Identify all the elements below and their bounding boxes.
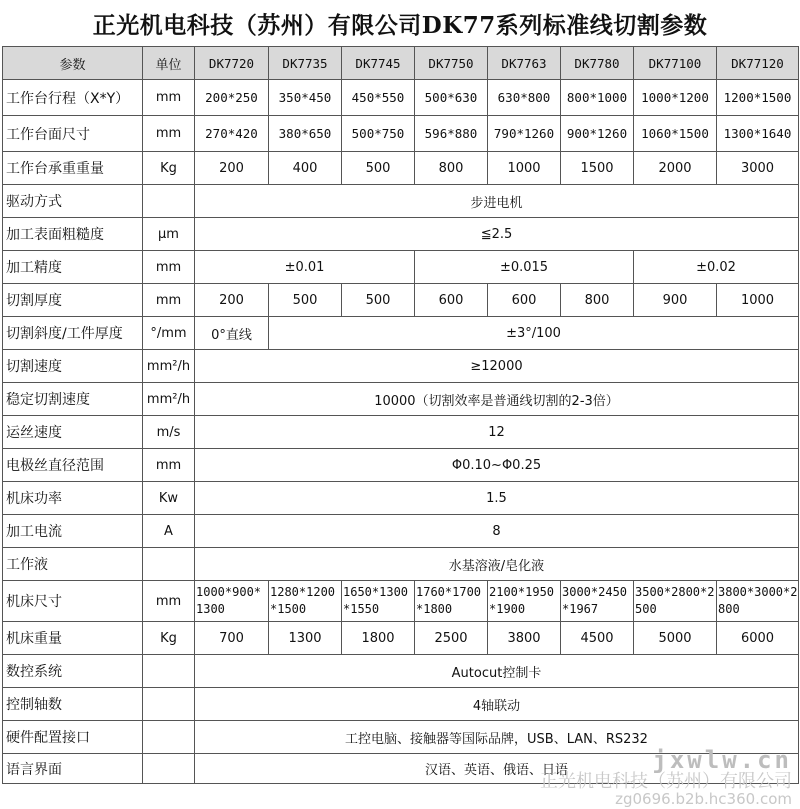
value-cell: 596*880: [415, 116, 488, 152]
unit-cell: mm: [143, 80, 195, 116]
value-cell: 200*250: [195, 80, 269, 116]
value-cell: 4500: [561, 622, 634, 655]
header-row: [3, 47, 799, 80]
value-cell: 3500*2800*2500: [634, 581, 717, 622]
unit-cell: A: [143, 515, 195, 548]
value-cell: 600: [415, 284, 488, 317]
value-cell: Φ0.10~Φ0.25: [195, 449, 799, 482]
header-unit: 单位: [143, 47, 195, 80]
value-cell: 10000（切割效率是普通线切割的2-3倍）: [195, 383, 799, 416]
value-cell: 12: [195, 416, 799, 449]
value-cell: 800*1000: [561, 80, 634, 116]
value-cell: 200: [195, 284, 269, 317]
value-cell: 600: [488, 284, 561, 317]
value-cell: 900: [634, 284, 717, 317]
row-taper: [3, 317, 799, 350]
value-cell: Autocut控制卡: [195, 655, 799, 688]
value-cell: 500: [342, 152, 415, 185]
param-label: 硬件配置接口: [3, 721, 143, 754]
param-label: 控制轴数: [3, 688, 143, 721]
unit-cell: mm²/h: [143, 383, 195, 416]
value-cell: 380*650: [269, 116, 342, 152]
value-cell: 水基溶液/皂化液: [195, 548, 799, 581]
value-cell: 500*750: [342, 116, 415, 152]
unit-cell: μm: [143, 218, 195, 251]
unit-cell: m/s: [143, 416, 195, 449]
header-param: 参数: [3, 47, 143, 80]
value-cell: 200: [195, 152, 269, 185]
header-model: DK7735: [269, 47, 342, 80]
row-cnc: [3, 655, 799, 688]
param-label: 驱动方式: [3, 185, 143, 218]
row-thickness: [3, 284, 799, 317]
unit-cell: [143, 548, 195, 581]
value-cell: 900*1260: [561, 116, 634, 152]
value-cell: 1800: [342, 622, 415, 655]
value-cell: 1000: [717, 284, 799, 317]
row-stable-speed: [3, 383, 799, 416]
value-cell: 4轴联动: [195, 688, 799, 721]
unit-cell: Kw: [143, 482, 195, 515]
param-label: 工作台面尺寸: [3, 116, 143, 152]
value-cell: 700: [195, 622, 269, 655]
value-cell: 0°直线: [195, 317, 269, 350]
param-label: 数控系统: [3, 655, 143, 688]
value-cell: 1200*1500: [717, 80, 799, 116]
header-model: DK7763: [488, 47, 561, 80]
value-cell: ±0.015: [415, 251, 634, 284]
param-label: 电极丝直径范围: [3, 449, 143, 482]
unit-cell: mm: [143, 284, 195, 317]
param-label: 加工表面粗糙度: [3, 218, 143, 251]
value-cell: 2500: [415, 622, 488, 655]
value-cell: 8: [195, 515, 799, 548]
row-current: [3, 515, 799, 548]
unit-cell: mm: [143, 251, 195, 284]
value-cell: ±0.01: [195, 251, 415, 284]
row-table-load: [3, 152, 799, 185]
value-cell: 3000: [717, 152, 799, 185]
param-label: 机床尺寸: [3, 581, 143, 622]
value-cell: 1.5: [195, 482, 799, 515]
value-cell: 2000: [634, 152, 717, 185]
unit-cell: °/mm: [143, 317, 195, 350]
value-cell: ≦2.5: [195, 218, 799, 251]
value-cell: 800: [415, 152, 488, 185]
value-cell: 1000*900*1300: [195, 581, 269, 622]
value-cell: 790*1260: [488, 116, 561, 152]
param-label: 工作台行程（X*Y）: [3, 80, 143, 116]
value-cell: 500: [269, 284, 342, 317]
param-label: 加工精度: [3, 251, 143, 284]
value-cell: 500*630: [415, 80, 488, 116]
row-fluid: [3, 548, 799, 581]
unit-cell: [143, 754, 195, 784]
row-machine-weight: [3, 622, 799, 655]
value-cell: 汉语、英语、俄语、日语: [195, 754, 799, 784]
unit-cell: [143, 185, 195, 218]
unit-cell: [143, 688, 195, 721]
value-cell: 1760*1700*1800: [415, 581, 488, 622]
param-label: 语言界面: [3, 754, 143, 784]
row-machine-size: [3, 581, 799, 622]
param-label: 加工电流: [3, 515, 143, 548]
value-cell: 1000: [488, 152, 561, 185]
param-label: 工作液: [3, 548, 143, 581]
row-axes: [3, 688, 799, 721]
row-wire-diameter: [3, 449, 799, 482]
value-cell: 3000*2450*1967: [561, 581, 634, 622]
unit-cell: Kg: [143, 622, 195, 655]
unit-cell: Kg: [143, 152, 195, 185]
header-model: DK7750: [415, 47, 488, 80]
row-speed: [3, 350, 799, 383]
value-cell: 2100*1950*1900: [488, 581, 561, 622]
value-cell: 5000: [634, 622, 717, 655]
header-model: DK77120: [717, 47, 799, 80]
value-cell: 6000: [717, 622, 799, 655]
row-precision: [3, 251, 799, 284]
row-roughness: [3, 218, 799, 251]
header-model: DK7720: [195, 47, 269, 80]
param-label: 运丝速度: [3, 416, 143, 449]
value-cell: 3800*3000*2800: [717, 581, 799, 622]
watermark-site: jxwlw.cn: [652, 746, 792, 774]
page-title: 正光机电科技（苏州）有限公司DK77系列标准线切割参数: [92, 11, 708, 39]
unit-cell: mm: [143, 116, 195, 152]
value-cell: 1000*1200: [634, 80, 717, 116]
value-cell: ≥12000: [195, 350, 799, 383]
watermark-company: 正光机电科技（苏州）有限公司: [540, 771, 792, 792]
value-cell: 630*800: [488, 80, 561, 116]
value-cell: 400: [269, 152, 342, 185]
param-label: 切割斜度/工件厚度: [3, 317, 143, 350]
unit-cell: mm: [143, 449, 195, 482]
spec-table: [2, 46, 799, 784]
unit-cell: [143, 655, 195, 688]
value-cell: 350*450: [269, 80, 342, 116]
value-cell: 800: [561, 284, 634, 317]
param-label: 机床功率: [3, 482, 143, 515]
value-cell: 步进电机: [195, 185, 799, 218]
row-language: [3, 754, 799, 784]
param-label: 切割速度: [3, 350, 143, 383]
param-label: 机床重量: [3, 622, 143, 655]
value-cell: 270*420: [195, 116, 269, 152]
value-cell: ±0.02: [634, 251, 799, 284]
value-cell: 1280*1200*1500: [269, 581, 342, 622]
param-label: 稳定切割速度: [3, 383, 143, 416]
unit-cell: mm: [143, 581, 195, 622]
value-cell: 工控电脑、接触器等国际品牌，USB、LAN、RS232: [195, 721, 799, 754]
row-travel: [3, 80, 799, 116]
row-hardware: [3, 721, 799, 754]
row-table-size: [3, 116, 799, 152]
header-model: DK7780: [561, 47, 634, 80]
row-drive: [3, 185, 799, 218]
value-cell: 500: [342, 284, 415, 317]
param-label: 切割厚度: [3, 284, 143, 317]
header-model: DK77100: [634, 47, 717, 80]
param-label: 工作台承重重量: [3, 152, 143, 185]
value-cell: 3800: [488, 622, 561, 655]
value-cell: ±3°/100: [269, 317, 799, 350]
row-wire-speed: [3, 416, 799, 449]
header-model: DK7745: [342, 47, 415, 80]
value-cell: 1300*1640: [717, 116, 799, 152]
row-power: [3, 482, 799, 515]
watermark-url: zg0696.b2b.hc360.com: [615, 790, 792, 808]
unit-cell: [143, 721, 195, 754]
value-cell: 1060*1500: [634, 116, 717, 152]
value-cell: 1500: [561, 152, 634, 185]
value-cell: 1650*1300*1550: [342, 581, 415, 622]
value-cell: 1300: [269, 622, 342, 655]
unit-cell: mm²/h: [143, 350, 195, 383]
value-cell: 450*550: [342, 80, 415, 116]
